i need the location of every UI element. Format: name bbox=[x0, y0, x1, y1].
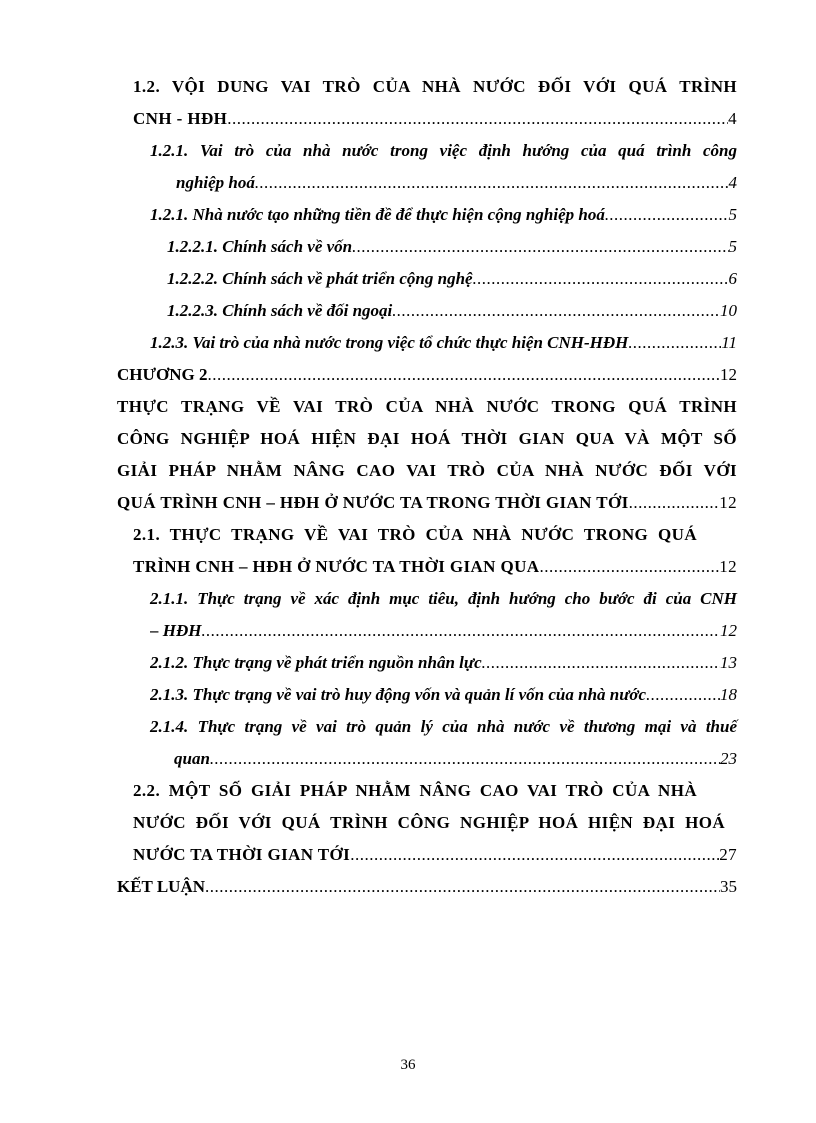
dot-leader bbox=[628, 327, 721, 359]
toc-entry-chapter-2-heading-title: QUÁ TRÌNH CNH – HĐH Ở NƯỚC TA TRONG THỜI GIAN TỚI bbox=[117, 493, 629, 512]
toc-entry-2-2 bbox=[133, 775, 737, 871]
toc-entry-chapter-2-heading-line1: THỰC TRẠNG VỀ VAI TRÒ CỦA NHÀ NƯỚC TRONG QUÁ TRÌNH bbox=[117, 397, 737, 416]
toc-entry-1-2-3 bbox=[150, 327, 737, 359]
toc-entry-2-1-1 bbox=[150, 583, 737, 647]
toc-entry-2-1-title: TRÌNH CNH – HĐH Ở NƯỚC TA THỜI GIAN QUA bbox=[133, 557, 540, 576]
toc-entry-1-2-1a-page: 4 bbox=[728, 173, 737, 192]
dot-leader bbox=[482, 647, 720, 679]
toc-entry-2-1-4 bbox=[150, 711, 737, 775]
toc-entry-1-2-title: CNH - HĐH bbox=[133, 109, 228, 128]
toc-entry-1-2-line1: 1.2. VỘI DUNG VAI TRÒ CỦA NHÀ NƯỚC ĐỐI VỚI QUÁ TRÌNH bbox=[133, 77, 737, 96]
dot-leader bbox=[255, 167, 729, 199]
toc-entry-2-1-3 bbox=[150, 679, 737, 711]
toc-entry-chapter-2-title: CHƯƠNG 2 bbox=[117, 365, 208, 384]
toc-entry-2-1-3-page: 18 bbox=[720, 685, 737, 704]
toc-entry-2-1 bbox=[133, 519, 737, 583]
toc-entry-2-1-1-line1: 2.1.1. Thực trạng về xác định mục tiêu, định hướng cho bước đi của CNH bbox=[150, 589, 737, 608]
toc-entry-1-2-2-2 bbox=[167, 263, 737, 295]
toc-entry-1-2 bbox=[133, 71, 737, 135]
dot-leader bbox=[205, 871, 720, 903]
toc-entry-chapter-2 bbox=[117, 359, 737, 391]
toc-entry-chapter-2-heading-page: 12 bbox=[719, 493, 737, 512]
toc-entry-2-1-line1: 2.1. THỰC TRẠNG VỀ VAI TRÒ CỦA NHÀ NƯỚC TRONG QUÁ bbox=[133, 525, 697, 544]
toc-entry-2-1-1-page: 12 bbox=[720, 621, 737, 640]
dot-leader bbox=[201, 615, 720, 647]
toc-entry-2-2-title: NƯỚC TA THỜI GIAN TỚI bbox=[133, 845, 351, 864]
toc-entry-chapter-2-page: 12 bbox=[720, 365, 737, 384]
toc-entry-2-1-4-page: 23 bbox=[720, 749, 737, 768]
toc-entry-conclusion bbox=[117, 871, 737, 903]
toc-entry-2-1-4-line1: 2.1.4. Thực trạng về vai trò quản lý của nhà nước về thương mại và thuế bbox=[150, 717, 737, 736]
dot-leader bbox=[629, 487, 720, 519]
dot-leader bbox=[227, 103, 728, 135]
dot-leader bbox=[392, 295, 720, 327]
dot-leader bbox=[350, 839, 719, 871]
toc-entry-chapter-2-heading-line2: CÔNG NGHIỆP HOÁ HIỆN ĐẠI HOÁ THỜI GIAN QUA VÀ MỘT SỐ bbox=[117, 429, 737, 448]
toc-entry-2-1-2 bbox=[150, 647, 737, 679]
dot-leader bbox=[352, 231, 728, 263]
dot-leader bbox=[473, 263, 729, 295]
toc-entry-conclusion-title: KẾT LUẬN bbox=[117, 877, 206, 896]
toc-entry-1-2-1a bbox=[150, 135, 737, 199]
toc-entry-1-2-2-1-title: 1.2.2.1. Chính sách về vốn bbox=[167, 237, 353, 256]
toc-entry-1-2-2-2-page: 6 bbox=[728, 269, 737, 288]
toc-entry-1-2-1a-line1: 1.2.1. Vai trò của nhà nước trong việc định hướng của quá trình công bbox=[150, 141, 737, 160]
dot-leader bbox=[605, 199, 729, 231]
toc-entry-1-2-3-page: 11 bbox=[721, 333, 737, 352]
toc-entry-2-2-page: 27 bbox=[719, 845, 737, 864]
dot-leader bbox=[210, 743, 720, 775]
page-number: 36 bbox=[400, 1057, 416, 1073]
toc-entry-chapter-2-heading bbox=[117, 391, 737, 519]
toc-entry-1-2-2-1 bbox=[167, 231, 737, 263]
toc-entry-1-2-1b-page: 5 bbox=[728, 205, 737, 224]
toc-entry-1-2-1a-title: nghiệp hoá bbox=[176, 173, 255, 192]
toc-entry-1-2-1b-title: 1.2.1. Nhà nước tạo những tiền đề để thực hiện cộng nghiệp hoá bbox=[150, 205, 605, 224]
toc-entry-1-2-page: 4 bbox=[728, 109, 737, 128]
toc-entry-1-2-3-title: 1.2.3. Vai trò của nhà nước trong việc tổ chức thực hiện CNH-HĐH bbox=[150, 333, 629, 352]
toc-entry-2-1-page: 12 bbox=[719, 557, 737, 576]
toc-entry-2-2-line1: 2.2. MỘT SỐ GIẢI PHÁP NHẰM NÂNG CAO VAI TRÒ CỦA NHÀ bbox=[133, 781, 697, 800]
toc-entry-1-2-2-1-page: 5 bbox=[728, 237, 737, 256]
dot-leader bbox=[539, 551, 719, 583]
toc-entry-2-1-1-title: – HĐH bbox=[150, 621, 202, 640]
toc-entry-2-2-line2: NƯỚC ĐỐI VỚI QUÁ TRÌNH CÔNG NGHIỆP HOÁ HIỆN ĐẠI HOÁ bbox=[133, 813, 725, 832]
toc-entry-1-2-2-3-page: 10 bbox=[720, 301, 737, 320]
toc-entry-2-1-4-title: quan bbox=[174, 749, 210, 768]
dot-leader bbox=[208, 359, 720, 391]
toc-entry-1-2-1b bbox=[150, 199, 737, 231]
dot-leader bbox=[646, 679, 720, 711]
toc-entry-2-1-3-title: 2.1.3. Thực trạng về vai trò huy động vốn và quản lí vốn của nhà nước bbox=[150, 685, 647, 704]
toc-entry-1-2-2-3 bbox=[167, 295, 737, 327]
toc-entry-1-2-2-3-title: 1.2.2.3. Chính sách về đối ngoại bbox=[167, 301, 393, 320]
toc-entry-2-1-2-page: 13 bbox=[720, 653, 737, 672]
toc-entry-1-2-2-2-title: 1.2.2.2. Chính sách về phát triển cộng nghệ bbox=[167, 269, 473, 288]
toc-entry-2-1-2-title: 2.1.2. Thực trạng về phát triển nguồn nhân lực bbox=[150, 653, 482, 672]
toc-entry-chapter-2-heading-line3: GIẢI PHÁP NHẰM NÂNG CAO VAI TRÒ CỦA NHÀ NƯỚC ĐỐI VỚI bbox=[117, 461, 737, 480]
toc-entry-conclusion-page: 35 bbox=[720, 877, 737, 896]
